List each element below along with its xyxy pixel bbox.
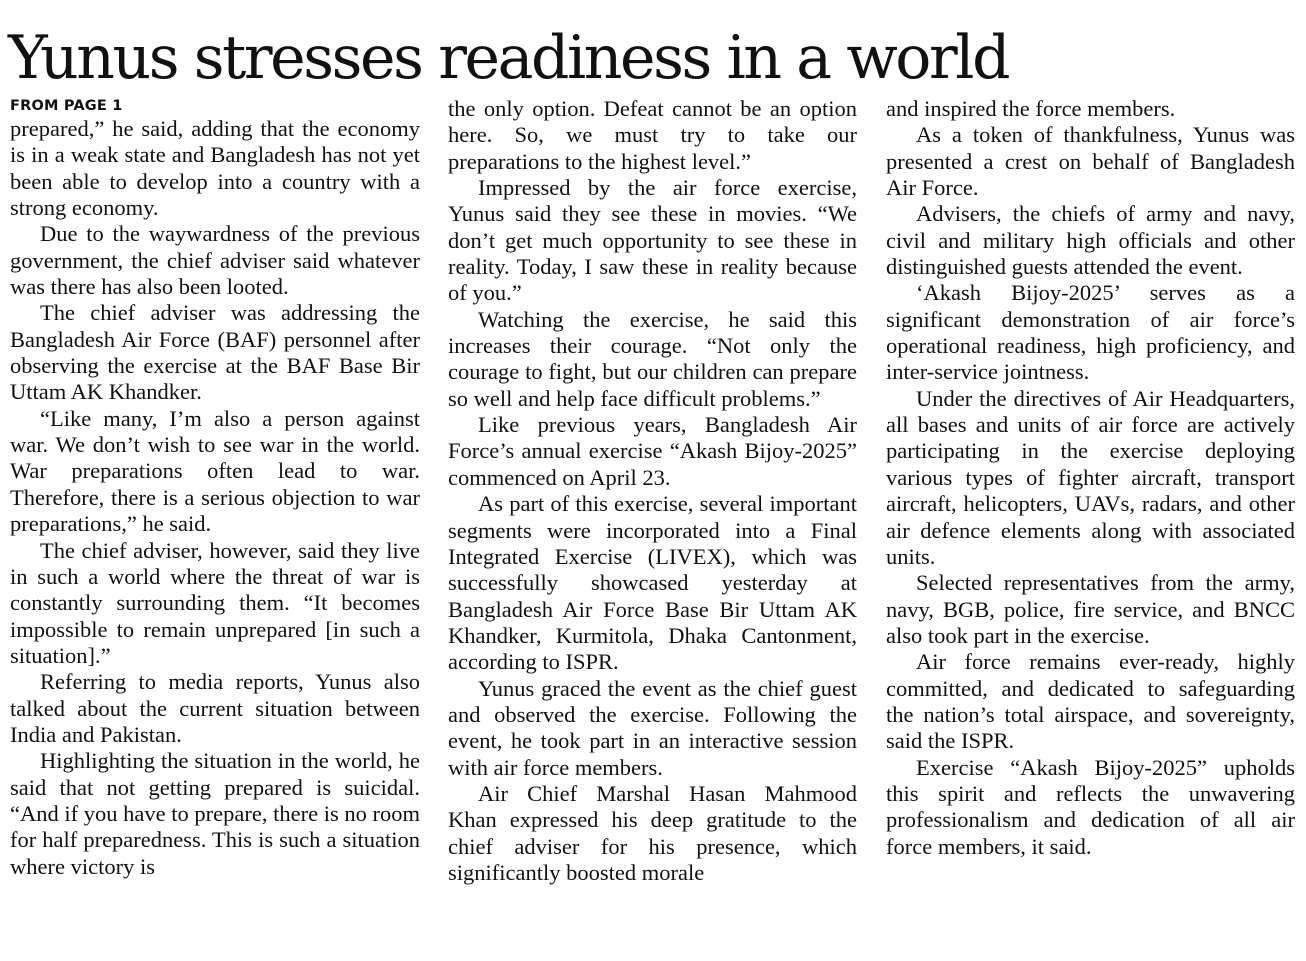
paragraph: Air force remains ever-ready, highly committed, and dedicated to safeguarding the nation’s total airspace, and sovereignty, said the ISPR. bbox=[886, 649, 1295, 754]
paragraph: The chief adviser was addressing the Bangladesh Air Force (BAF) personnel after observing the exercise at the BAF Base Bir Uttam AK Khandker. bbox=[10, 300, 420, 405]
paragraph: Watching the exercise, he said this increases their courage. “Not only the courage to fight, but our children can prepare so well and help face difficult problems.” bbox=[448, 306, 857, 411]
paragraph: Highlighting the situation in the world, he said that not getting prepared is suicidal. “And if you have to prepare, there is no room for half preparedness. This is such a situation where victory is bbox=[10, 748, 420, 879]
paragraph: Air Chief Marshal Hasan Mahmood Khan expressed his deep gratitude to the chief adviser for his presence, which significantly boosted morale bbox=[448, 780, 857, 885]
paragraph: ‘Akash Bijoy-2025’ serves as a significant demonstration of air force’s operational readiness, high proficiency, and inter-service jointness. bbox=[886, 280, 1295, 385]
paragraph: the only option. Defeat cannot be an option here. So, we must try to take our preparations to the highest level.” bbox=[448, 96, 857, 174]
paragraph: As a token of thankfulness, Yunus was presented a crest on behalf of Bangladesh Air Force. bbox=[886, 122, 1295, 201]
article-column-2 bbox=[448, 96, 857, 886]
paragraph: Exercise “Akash Bijoy-2025” upholds this spirit and reflects the unwavering professionalism and dedication of all air force members, it said. bbox=[886, 754, 1295, 859]
article-column-3 bbox=[886, 96, 1295, 860]
paragraph: Under the directives of Air Headquarters, all bases and units of air force are actively participating in the exercise deploying various types of fighter aircraft, transport aircraft, helicopters, UAVs, radars, and other air defence elements along with associated units. bbox=[886, 385, 1295, 569]
headline: Yunus stresses readiness in a world bbox=[8, 23, 1009, 93]
paragraph: Advisers, the chiefs of army and navy, civil and military high officials and other distinguished guests attended the event. bbox=[886, 201, 1295, 280]
article-column-1 bbox=[10, 96, 420, 880]
continuation-kicker: FROM PAGE 1 bbox=[10, 98, 123, 114]
paragraph: and inspired the force members. bbox=[886, 96, 1176, 121]
paragraph: The chief adviser, however, said they live in such a world where the threat of war is constantly surrounding them. “It becomes impossible to remain unprepared [in such a situation].” bbox=[10, 537, 420, 668]
paragraph: Impressed by the air force exercise, Yunus said they see these in movies. “We don’t get much opportunity to see these in reality. Today, I saw these in reality because of you.” bbox=[448, 175, 857, 306]
paragraph: “Like many, I’m also a person against war. We don’t wish to see war in the world. War preparations often lead to war. Therefore, there is a serious objection to war preparations,” he said. bbox=[10, 405, 420, 537]
paragraph: As part of this exercise, several important segments were incorporated into a Final Integrated Exercise (LIVEX), which was successfully showcased yesterday at Bangladesh Air Force Base Bir Uttam AK Khandker, Kurmitola, Dhaka Cantonment, according to ISPR. bbox=[448, 491, 857, 675]
paragraph: Selected representatives from the army, navy, BGB, police, fire service, and BNCC also took part in the exercise. bbox=[886, 570, 1295, 648]
paragraph: Like previous years, Bangladesh Air Force’s annual exercise “Akash Bijoy-2025” commenced on April 23. bbox=[448, 412, 857, 490]
paragraph: Yunus graced the event as the chief guest and observed the exercise. Following the event, he took part in an interactive session with air force members. bbox=[448, 675, 857, 780]
paragraph: Due to the waywardness of the previous government, the chief adviser said whatever was there has also been looted. bbox=[10, 221, 420, 300]
paragraph: prepared,” he said, adding that the economy is in a weak state and Bangladesh has not yet been able to develop into a country with a strong economy. bbox=[10, 116, 420, 221]
paragraph: Referring to media reports, Yunus also talked about the current situation between India and Pakistan. bbox=[10, 669, 420, 747]
